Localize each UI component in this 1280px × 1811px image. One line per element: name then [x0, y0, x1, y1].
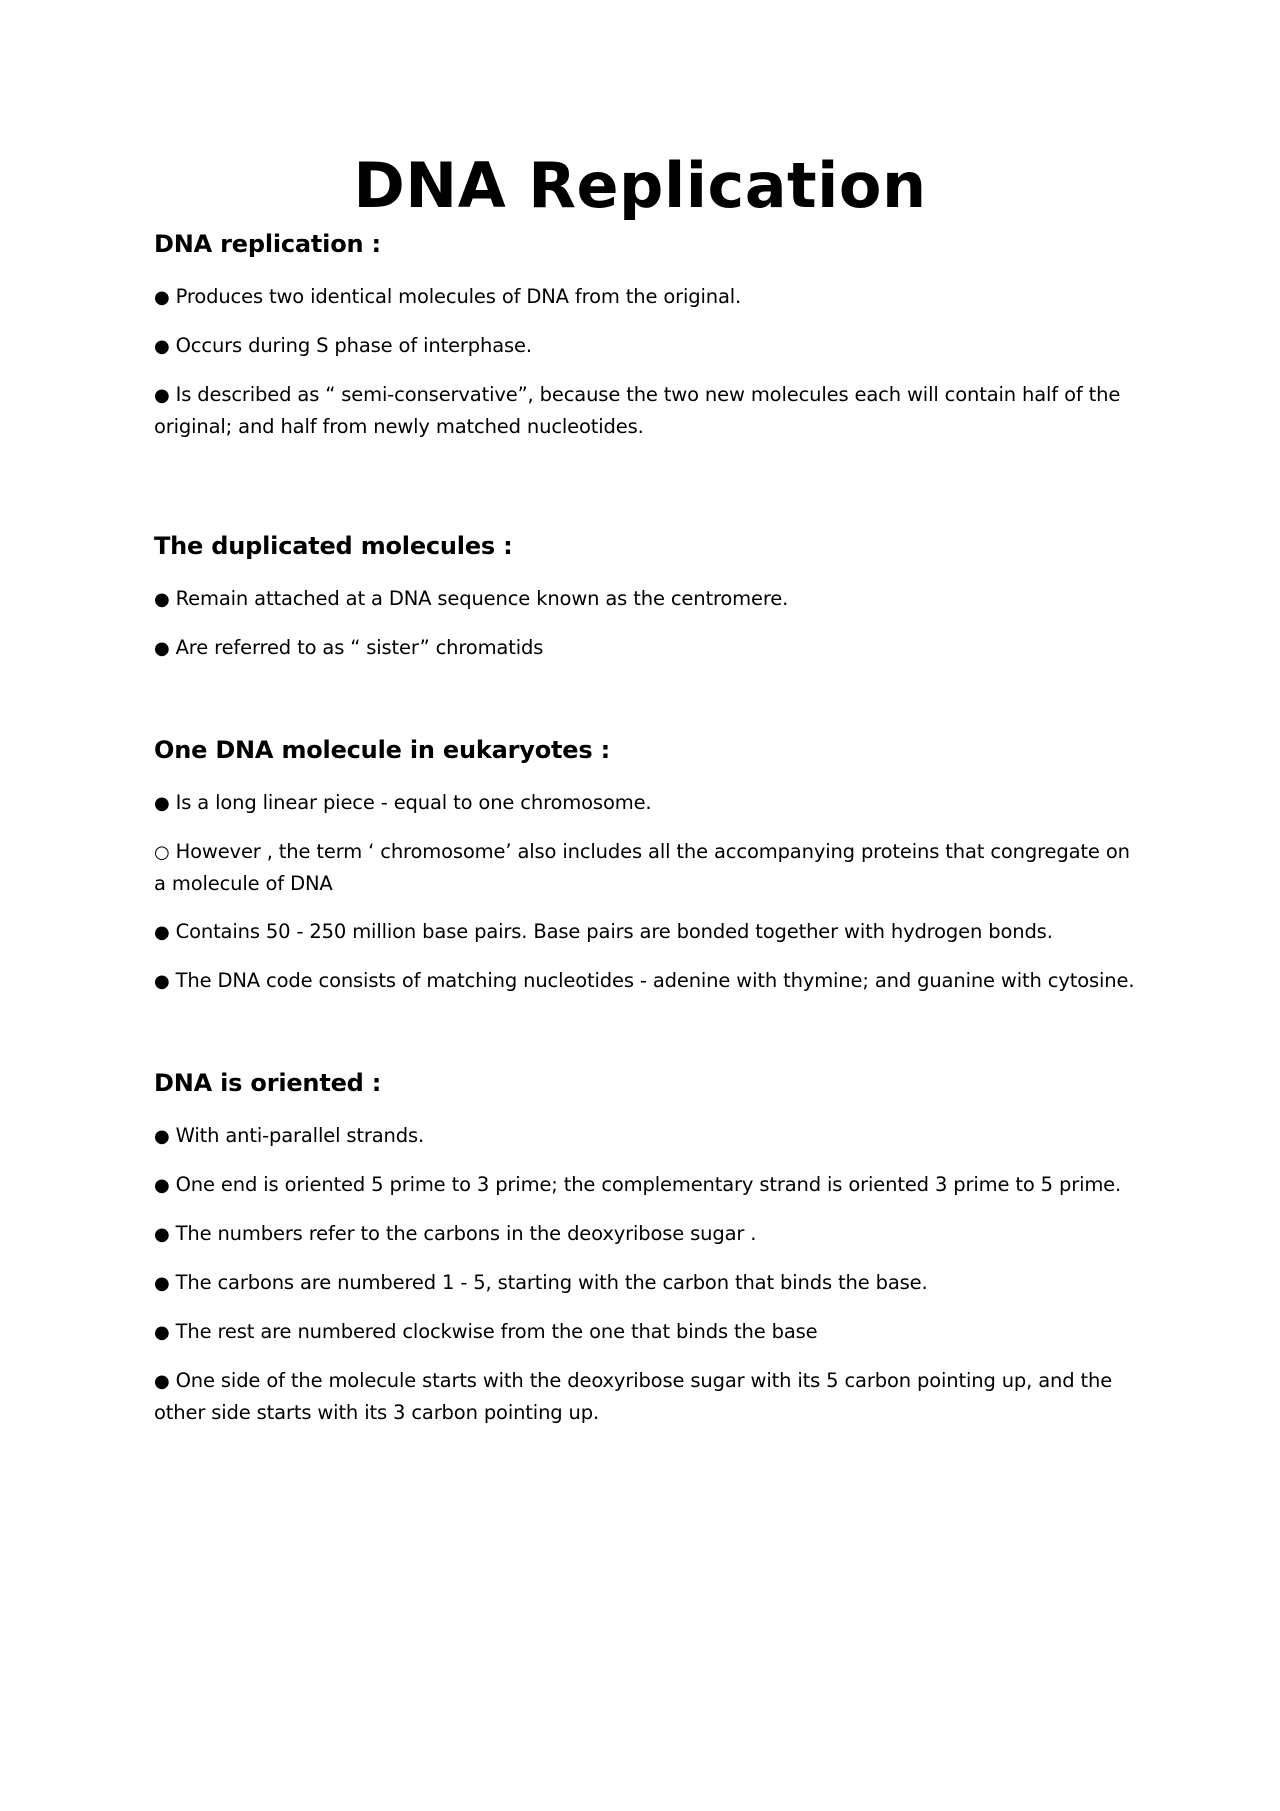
list-item [154, 583, 1144, 615]
bullet-icon: ● [154, 1126, 170, 1147]
bullet-icon: ● [154, 589, 170, 610]
list-item [154, 1365, 1144, 1428]
list-item-text: With anti-parallel strands. [169, 1124, 425, 1147]
bullet-icon: ● [154, 638, 170, 659]
section-heading: DNA is oriented : [154, 1069, 382, 1097]
list-item-text: One end is oriented 5 prime to 3 prime; the complementary strand is oriented 3 prime to 5 prime. [169, 1173, 1122, 1196]
list-item-text: However , the term ‘ chromosome’ also includes all the accompanying proteins that congregate on a molecule of DNA [154, 840, 1130, 895]
list-item-text: The numbers refer to the carbons in the deoxyribose sugar . [169, 1222, 757, 1245]
list-item [154, 281, 1144, 313]
bullet-icon: ● [154, 336, 170, 357]
list-item [154, 1120, 1144, 1152]
list-item [154, 916, 1144, 948]
list-item-text: Is a long linear piece - equal to one chromosome. [169, 791, 652, 814]
section-heading: The duplicated molecules : [154, 532, 513, 560]
bullet-icon: ● [154, 1273, 170, 1294]
list-item [154, 965, 1144, 997]
list-item [154, 632, 1144, 664]
bullet-icon: ● [154, 1175, 170, 1196]
list-item-text: The carbons are numbered 1 - 5, starting with the carbon that binds the base. [169, 1271, 928, 1294]
bullet-icon: ● [154, 1322, 170, 1343]
list-item-text: Are referred to as “ sister” chromatids [169, 636, 544, 659]
section-dna-molecule-eukaryotes [154, 730, 1144, 997]
list-item [154, 379, 1144, 442]
list-item-text: Remain attached at a DNA sequence known as the centromere. [169, 587, 789, 610]
section-spacer [154, 681, 1144, 730]
list-item [154, 787, 1144, 819]
list-item [154, 330, 1144, 362]
list-item-text: One side of the molecule starts with the deoxyribose sugar with its 5 carbon pointing up, and the other side starts with its 3 carbon pointing up. [154, 1369, 1113, 1424]
page-title: DNA Replication [353, 149, 927, 222]
bullet-icon: ● [154, 1371, 170, 1392]
hollow-bullet-icon: ○ [154, 842, 170, 863]
list-item-text: Contains 50 - 250 million base pairs. Base pairs are bonded together with hydrogen bonds. [169, 920, 1053, 943]
list-item [154, 1218, 1144, 1250]
bullet-icon: ● [154, 1224, 170, 1245]
section-heading: One DNA molecule in eukaryotes : [154, 736, 610, 764]
list-item [154, 836, 1144, 899]
list-item-text: The rest are numbered clockwise from the one that binds the base [169, 1320, 818, 1343]
section-spacer [154, 459, 1144, 526]
document-body [154, 224, 1144, 1445]
bullet-icon: ● [154, 971, 170, 992]
list-item-text: The DNA code consists of matching nucleotides - adenine with thymine; and guanine with cytosine. [169, 969, 1135, 992]
list-item-text: Occurs during S phase of interphase. [169, 334, 532, 357]
section-spacer [154, 1014, 1144, 1063]
bullet-icon: ● [154, 793, 170, 814]
list-item [154, 1316, 1144, 1348]
list-item-text: Produces two identical molecules of DNA from the original. [169, 285, 742, 308]
section-heading: DNA replication : [154, 230, 381, 258]
bullet-icon: ● [154, 922, 170, 943]
bullet-icon: ● [154, 385, 170, 406]
section-dna-replication [154, 224, 1144, 442]
bullet-icon: ● [154, 287, 170, 308]
list-item [154, 1169, 1144, 1201]
section-dna-oriented [154, 1063, 1144, 1428]
list-item-text: Is described as “ semi-conservative”, because the two new molecules each will contain half of the original; and half from newly matched nucleotides. [154, 383, 1121, 438]
section-duplicated-molecules [154, 526, 1144, 664]
list-item [154, 1267, 1144, 1299]
